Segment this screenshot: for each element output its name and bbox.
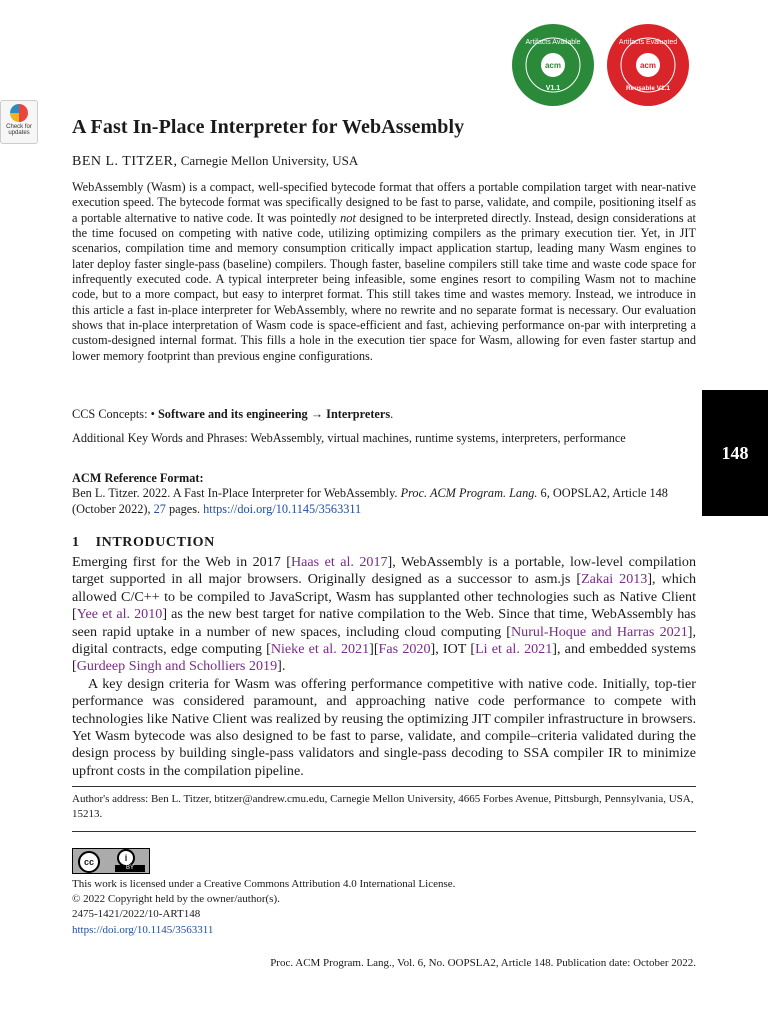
author-name: BEN L. TITZER, [72, 154, 178, 169]
crossmark-icon [10, 104, 28, 122]
citation-link[interactable]: Yee et al. 2010 [76, 606, 163, 623]
reference-format: Ben L. Titzer. 2022. A Fast In-Place Interpreter for WebAssembly. Proc. ACM Program. Lang. 6, OOPSLA2, Article 148 (October 2022), 27 pages. https://doi.org/10.1145/3563311 [72, 486, 668, 516]
svg-text:acm: acm [639, 61, 657, 70]
cc-icon: cc [78, 851, 100, 873]
svg-text:Artifacts Evaluated: Artifacts Evaluated [618, 39, 678, 46]
article-number-tab: 148 [702, 390, 768, 516]
license-text: This work is licensed under a Creative Commons Attribution 4.0 International License. [72, 878, 456, 890]
svg-text:Reusable V1.1: Reusable V1.1 [625, 85, 671, 92]
keywords: Additional Key Words and Phrases: WebAssembly, virtual machines, runtime systems, interpreters, performance [72, 431, 626, 445]
svg-text:Artifacts Available: Artifacts Available [525, 39, 581, 46]
author-line [72, 153, 358, 170]
citation-link[interactable]: Nieke et al. 2021 [270, 641, 370, 658]
artifacts-evaluated-badge [605, 22, 691, 108]
svg-text:acm: acm [544, 61, 562, 70]
citation-link[interactable]: Zakai 2013 [581, 571, 648, 588]
intro-paragraph-2: A key design criteria for Wasm was offering performance competitive with native code. Initially, top-tier performance was considered paramount, and approaching native code performance to compete with technologies like Native Client was realized by reusing the optimizing JIT compiler infrastructure in browsers. Yet Wasm bytecode was also designed to be fast to parse, validate, and compile–criteria validated during the design process by building single-pass validators and single-pass decoding to SSA compiler IR to minimize upfront costs in the compilation pipeline. [72, 675, 696, 779]
intro-paragraph-1: Emerging first for the Web in 2017 [Haas et al. 2017], WebAssembly is a portable, low-level compilation target supported in all major browsers. Originally designed as a successor to asm.js [Zakai 2013], which allowed C/C++ to be compiled to JavaScript, Wasm has supplanted other technologies such as Native Client [Yee et al. 2010] as the new best target for native compilation to the Web. Since that time, WebAssembly has seen rapid uptake in a number of new spaces, including cloud computing [Nurul-Hoque and Harras 2021], digital contracts, edge computing [Nieke et al. 2021][Fas 2020], IOT [Li et al. 2021], and embedded systems [Gurdeep Singh and Scholliers 2019]. [72, 554, 697, 675]
license-block [72, 877, 455, 938]
person-icon: i [117, 849, 135, 867]
citation-link[interactable]: Haas et al. 2017 [290, 554, 388, 570]
introduction-body [72, 554, 696, 780]
check-for-updates-badge[interactable] [0, 100, 38, 144]
reference-format-heading: ACM Reference Format: [72, 471, 204, 485]
citation-link[interactable]: Nurul-Hoque and Harras 2021 [511, 623, 688, 640]
by-label: BY [115, 865, 145, 872]
license-doi-link[interactable]: https://doi.org/10.1145/3563311 [72, 923, 214, 936]
license-rule [72, 831, 696, 832]
ccs-concepts: CCS Concepts: • Software and its engineering → Interpreters. [72, 407, 394, 421]
copyright-text: © 2022 Copyright held by the owner/author(s). [72, 893, 280, 906]
check-updates-label: Check for updates [6, 124, 32, 136]
footnote-rule [72, 786, 696, 787]
artifacts-available-badge [510, 22, 596, 108]
author-affiliation: Carnegie Mellon University, USA [180, 153, 359, 168]
section-heading: 1 INTRODUCTION [72, 535, 215, 550]
page-footer: Proc. ACM Program. Lang., Vol. 6, No. OOPSLA2, Article 148. Publication date: October 2022. [270, 957, 696, 969]
doi-link[interactable]: https://doi.org/10.1145/3563311 [203, 501, 362, 516]
issn-text: 2475-1421/2022/10-ART148 [72, 908, 201, 921]
abstract-emphasis: not [340, 210, 356, 225]
paper-title: A Fast In-Place Interpreter for WebAssembly [72, 116, 465, 138]
svg-text:V1.1: V1.1 [545, 85, 561, 92]
citation-link[interactable]: Gurdeep Singh and Scholliers 2019 [76, 658, 278, 675]
citation-link[interactable]: Li et al. 2021 [475, 641, 553, 658]
abstract: WebAssembly (Wasm) is a compact, well-specified bytecode format that offers a portable compilation target with near-native execution speed. The bytecode format was specifically designed to be fast to parse, validate, and compile, positioning itself as a portable alternative to native code. It was pointedly not designed to be interpreted directly. Instead, design considerations at the time focused on competing with native code, utilizing optimizing compilers as the primary execution tier. Yet, in JIT scenarios, compilation time and memory consumption critically impact application startup, leading many Wasm engines to later deploy faster single-pass (baseline) compilers. Though faster, baseline compilers still take time and waste code space for infrequently executed code. A typical interpreter being infeasible, some engines resort to compiling Wasm not to machine code, but to a more compact, but easy to interpret format. This still takes time and wastes memory. Instead, we introduce in this article a fast in-place interpreter for WebAssembly, where no rewrite and no separate format is necessary. Our evaluation shows that in-place interpretation of Wasm code is space-efficient and fast, achieving performance on-par with interpreting a custom-designed internal format. This fills a hole in the execution tier space for Wasm, allowing for even faster startup and lower memory footprint than previous engine configurations. [72, 180, 696, 363]
cc-by-badge[interactable] [72, 848, 150, 874]
page-count-link[interactable]: 27 [153, 501, 166, 516]
citation-link[interactable]: Fas 2020 [378, 641, 431, 658]
author-address: Author's address: Ben L. Titzer, btitzer@andrew.cmu.edu, Carnegie Mellon University, 4665 Forbes Avenue, Pittsburgh, Pennsylvania, USA, 15213. [72, 793, 694, 820]
